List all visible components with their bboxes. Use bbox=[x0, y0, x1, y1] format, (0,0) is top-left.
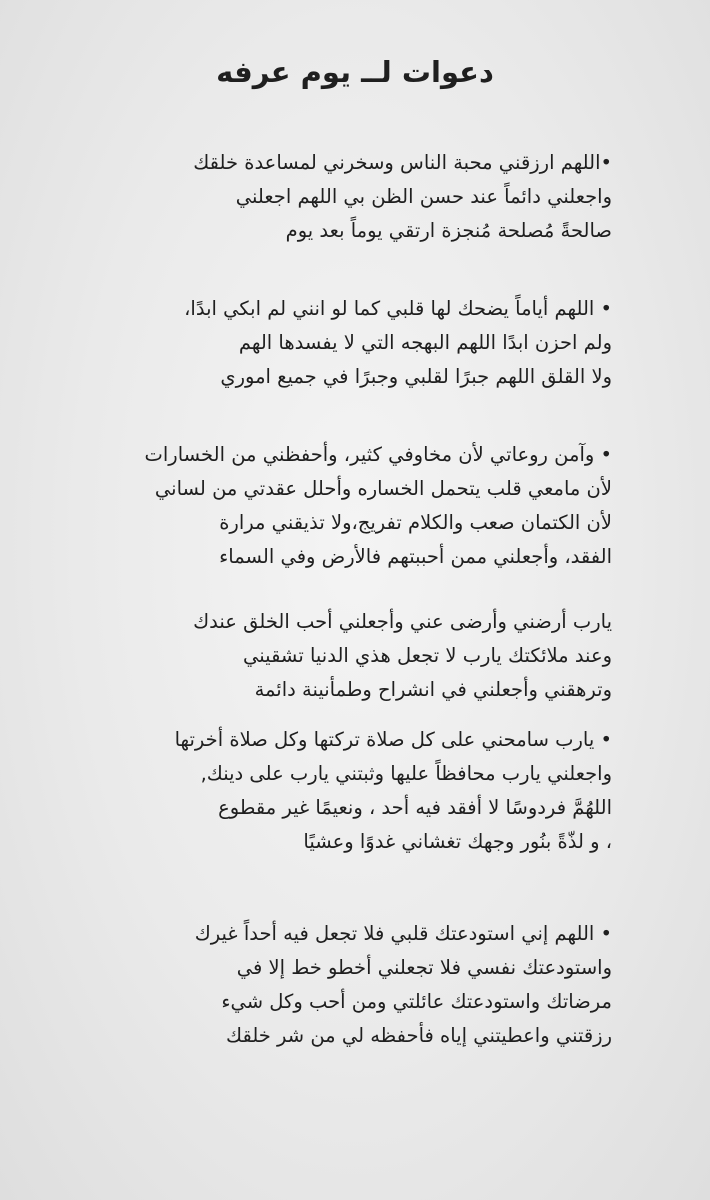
text-line: وترهقني وأجعلني في انشراح وطمأنينة دائمة bbox=[254, 678, 612, 701]
text-line: ولم احزن ابدًا اللهم البهجه التي لا يفسدها الهم bbox=[238, 331, 612, 354]
text-line: لأن مامعي قلب يتحمل الخساره وأحلل عقدتي من لساني bbox=[154, 477, 612, 500]
text-line: واجعلني يارب محافظاً عليها وثبتني يارب على دينك, bbox=[200, 762, 612, 785]
text-line: الفقد، وأجعلني ممن أحببتهم فالأرض وفي السماء bbox=[219, 545, 612, 568]
page-title: دعوات لــ يوم عرفه bbox=[216, 55, 494, 89]
text-line: وعند ملائكتك يارب لا تجعل هذي الدنيا تشقيني bbox=[243, 644, 612, 667]
text-line: ولا القلق اللهم جبرًا لقلبي وجبرًا في جميع اموري bbox=[220, 365, 612, 388]
prayer-paragraph-2 bbox=[92, 292, 612, 394]
text-line: ، و لذّةً بنُور وجهك تغشاني غدوًا وعشيًا bbox=[303, 830, 612, 853]
text-line: • يارب سامحني على كل صلاة تركتها وكل صلاة أخرتها bbox=[174, 728, 612, 751]
prayer-paragraph-5 bbox=[92, 723, 612, 859]
text-line: •اللهم ارزقني محبة الناس وسخرني لمساعدة خلقك bbox=[193, 151, 612, 174]
text-line: يارب أرضني وأرضى عني وأجعلني أحب الخلق عندك bbox=[193, 610, 612, 633]
text-line: واستودعتك نفسي فلا تجعلني أخطو خط إلا في bbox=[236, 956, 612, 979]
text-line: اللهُمَّ فردوسًا لا أفقد فيه أحد ، ونعيمًا غير مقطوع bbox=[218, 796, 612, 819]
text-line: • اللهم أياماً يضحك لها قلبي كما لو انني لم ابكي ابدًا، bbox=[184, 297, 612, 320]
text-line: رزقتني واعطيتني إياه فأحفظه لي من شر خلقك bbox=[226, 1024, 612, 1047]
text-line: • اللهم إني استودعتك قلبي فلا تجعل فيه أحداً غيرك bbox=[194, 922, 612, 945]
prayer-paragraph-6 bbox=[92, 917, 612, 1053]
prayer-paragraph-3 bbox=[92, 438, 612, 574]
text-line: مرضاتك واستودعتك عائلتي ومن أحب وكل شيء bbox=[221, 990, 612, 1013]
text-line: لأن الكتمان صعب والكلام تفريج،ولا تذيقني مرارة bbox=[219, 511, 612, 534]
text-line: صالحةً مُصلحة مُنجزة ارتقي يوماً بعد يوم bbox=[285, 219, 612, 242]
prayer-paragraph-4 bbox=[92, 605, 612, 707]
prayer-paragraph-1 bbox=[92, 146, 612, 248]
text-line: واجعلني دائماً عند حسن الظن بي اللهم اجعلني bbox=[235, 185, 612, 208]
text-line: • وآمن روعاتي لأن مخاوفي كثير، وأحفظني من الخسارات bbox=[144, 443, 612, 466]
